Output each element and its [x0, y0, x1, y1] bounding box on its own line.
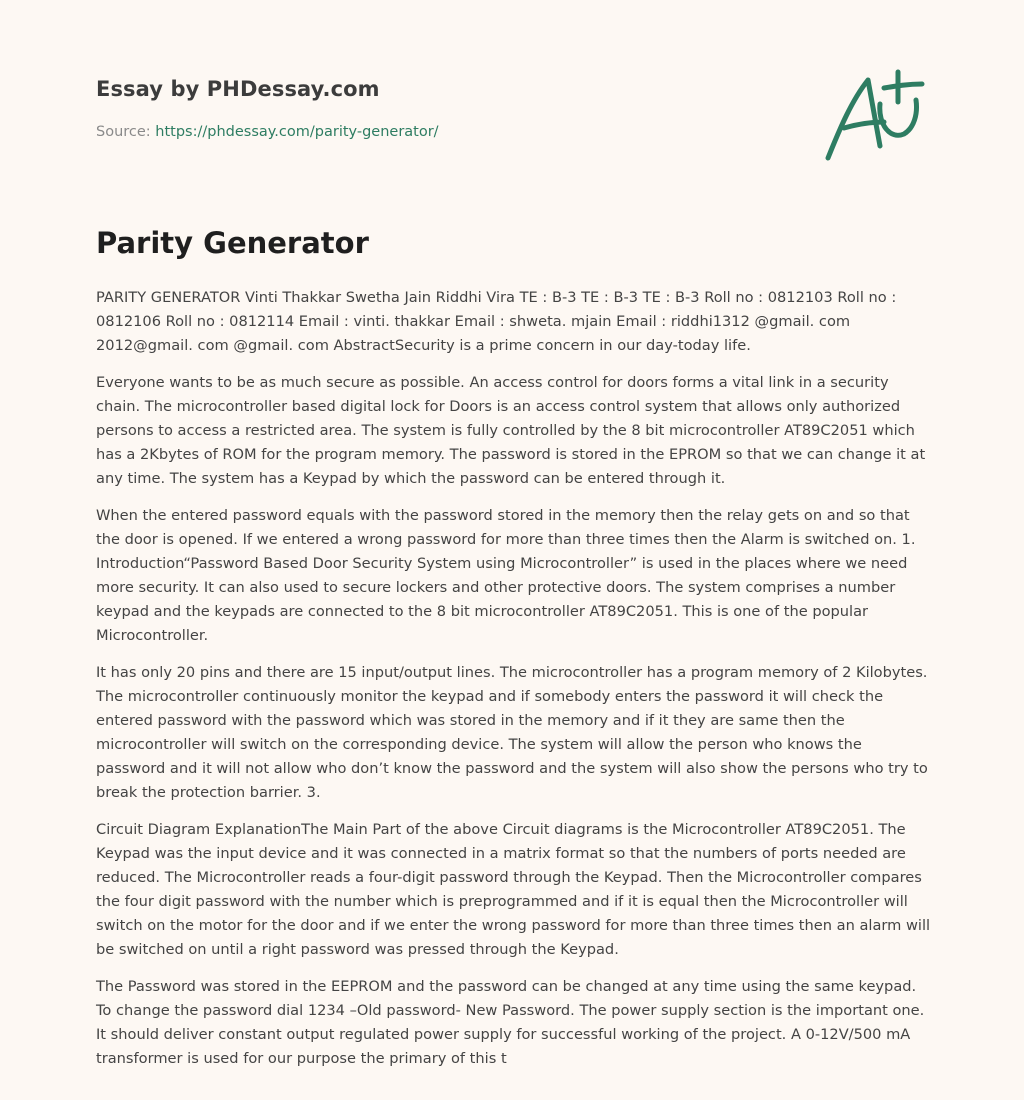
site-brand: Essay by PHDessay.com: [96, 77, 380, 101]
paragraph: The Password was stored in the EEPROM and the password can be changed at any time using the same keypad. To change the password dial 1234 –Old password- New Password. The power supply section is the important one. It should deliver constant output regulated power supply for successful working of the project. A 0-12V/500 mA transformer is used for our purpose the primary of this t: [96, 978, 925, 1067]
article-body: [96, 286, 932, 1084]
paragraph: PARITY GENERATOR Vinti Thakkar Swetha Jain Riddhi Vira TE : B-3 TE : B-3 TE : B-3 Roll no : 0812103 Roll no : 0812106 Roll no : 0812114 Email : vinti. thakkar Email : shweta. mjain Email : riddhi1312 @gmail. com 2012@gmail. com @gmail. com AbstractSecurity is a prime concern in our day-today life.: [96, 289, 897, 354]
source-label: Source:: [96, 124, 151, 140]
paragraph: Everyone wants to be as much secure as possible. An access control for doors forms a vital link in a security chain. The microcontroller based digital lock for Doors is an access control system that allows only authorized persons to access a restricted area. The system is fully controlled by the 8 bit microcontroller AT89C2051 which has a 2Kbytes of ROM for the program memory. The password is stored in the EPROM so that we can change it at any time. The system has a Keypad by which the password can be entered through it.: [96, 374, 926, 487]
source-line: [96, 124, 439, 140]
source-link[interactable]: https://phdessay.com/parity-generator/: [155, 124, 439, 140]
a-plus-grade-icon: [818, 66, 930, 166]
page-title: Parity Generator: [96, 226, 369, 260]
paragraph: When the entered password equals with the password stored in the memory then the relay gets on and so that the door is opened. If we entered a wrong password for more than three times then the Alarm is switched on. 1. Introduction“Password Based Door Security System using Microcontroller” is used in the places where we need more security. It can also used to secure lockers and other protective doors. The system comprises a number keypad and the keypads are connected to the 8 bit microcontroller AT89C2051. This is one of the popular Microcontroller.: [96, 507, 916, 644]
paragraph: Circuit Diagram ExplanationThe Main Part of the above Circuit diagrams is the Microcontroller AT89C2051. The Keypad was the input device and it was connected in a matrix format so that the numbers of ports needed are reduced. The Microcontroller reads a four-digit password through the Keypad. Then the Microcontroller compares the four digit password with the number which is preprogrammed and if it is equal then the Microcontroller will switch on the motor for the door and if we enter the wrong password for more than three times then an alarm will be switched on until a right password was pressed through the Keypad.: [96, 821, 931, 958]
paragraph: It has only 20 pins and there are 15 input/output lines. The microcontroller has a program memory of 2 Kilobytes. The microcontroller continuously monitor the keypad and if somebody enters the password it will check the entered password with the password which was stored in the memory and if it they are same then the microcontroller will switch on the corresponding device. The system will allow the person who knows the password and it will not allow who don’t know the password and the system will also show the persons who try to break the protection barrier. 3.: [96, 664, 928, 801]
